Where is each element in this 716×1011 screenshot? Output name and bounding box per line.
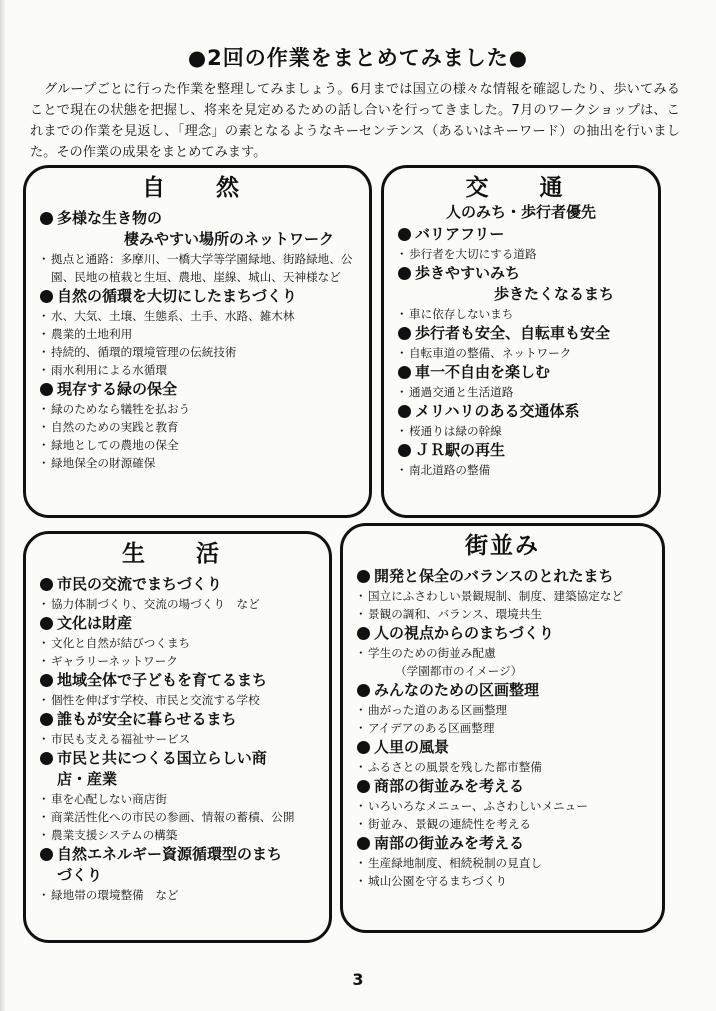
list-item: ・ 農業支援システムの構築 (40, 826, 321, 844)
bullet-icon (40, 212, 53, 225)
town-note: （学園都市のイメージ） (395, 664, 523, 678)
nature-panel (23, 165, 372, 518)
bullet-icon (398, 327, 411, 340)
list-item: ・ 景観の調和、バランス、環境共生 (357, 605, 654, 623)
traffic-heading-6: ＪＲ駅の再生 (398, 440, 650, 461)
list-item: ・ 市民も支える福祉サービス (40, 730, 321, 748)
list-item: ・ 街並み、景観の連続性を考える (357, 815, 654, 833)
nature-list-1 (40, 250, 361, 286)
list-item: ・ 商業活性化への市民の参画、情報の蓄積、公開 (40, 808, 321, 826)
life-list-4 (40, 730, 321, 748)
town-heading-1: 開発と保全のバランスのとれたまち (357, 566, 654, 587)
list-item: ・ 歩行者を大切にする道路 (398, 245, 650, 263)
list-item: ・ 文化と自然が結びつくまち (40, 634, 321, 652)
town-list-2 (357, 644, 654, 662)
bullet-icon (398, 267, 411, 280)
list-item: ・ 個性を伸ばす学校、市民と交流する学校 (40, 691, 321, 709)
life-list-3 (40, 691, 321, 709)
traffic-title: 交 通 (465, 175, 577, 201)
list-item: ・ 水、大気、土壌、生態系、土手、水路、雑木林 (40, 307, 361, 325)
life-heading-6-cont: づくり (57, 866, 103, 884)
bullet-icon (40, 713, 53, 726)
life-heading-4: 誰もが安全に暮らせるまち (40, 709, 321, 730)
list-item: ・ 持続的、循環的環境管理の伝統技術 (40, 343, 361, 361)
bullet-icon (357, 741, 370, 754)
bullet-icon (40, 752, 53, 765)
town-panel (340, 523, 665, 933)
list-item: ・ アイデアのある区画整理 (357, 719, 654, 737)
town-list-1 (357, 587, 654, 623)
traffic-list-6 (398, 461, 650, 479)
life-heading-6: 自然エネルギー資源循環型のまち (40, 844, 321, 865)
bullet-icon (357, 627, 370, 640)
bullet-icon (40, 290, 53, 303)
life-title: 生 活 (122, 541, 233, 567)
list-item: ・ 車を心配しない商店街 (40, 790, 321, 808)
life-heading-1: 市民の交流でまちづくり (40, 574, 321, 595)
list-item: ・ 国立にふさわしい景観規制、制度、建築協定など (357, 587, 654, 605)
list-item: ・ 学生のための街並み配慮 (357, 644, 654, 662)
page-title: ●2回の作業をまとめてみました● (187, 46, 529, 70)
town-heading-3: みんなのための区画整理 (357, 680, 654, 701)
life-list-1 (40, 595, 321, 613)
nature-list-3 (40, 400, 361, 472)
life-list-2 (40, 634, 321, 670)
traffic-heading-2-cont: 歩きたくなるまち (494, 285, 615, 303)
list-item: ・ 緑地保全の財源確保 (40, 454, 361, 472)
town-title: 街並み (465, 533, 540, 559)
traffic-subtitle: 人のみち・歩行者優先 (445, 203, 596, 221)
bullet-icon (357, 780, 370, 793)
town-list-4 (357, 758, 654, 776)
traffic-heading-3: 歩行者も安全、自転車も安全 (398, 323, 650, 344)
bullet-icon (357, 684, 370, 697)
life-heading-2: 文化は財産 (40, 613, 321, 634)
list-item: ・ 緑地としての農地の保全 (40, 436, 361, 454)
list-item: ・ 緑地帯の環境整備 など (40, 886, 321, 904)
life-list-6 (40, 886, 321, 904)
bullet-icon (398, 228, 411, 241)
list-item: ・ 曲がった道のある区画整理 (357, 701, 654, 719)
traffic-heading-5: メリハリのある交通体系 (398, 401, 650, 422)
traffic-heading-4: 車一不自由を楽しむ (398, 362, 650, 383)
list-item: ・ 自転車道の整備、ネットワーク (398, 344, 650, 362)
bullet-icon (40, 383, 53, 396)
list-item: ・ 桜通りは緑の幹線 (398, 422, 650, 440)
town-list-6 (357, 854, 654, 890)
traffic-list-1 (398, 245, 650, 263)
life-heading-5: 市民と共につくる国立らしい商 (40, 748, 321, 769)
scan-edge (0, 0, 6, 1011)
life-list-5 (40, 790, 321, 844)
traffic-heading-2: 歩きやすいみち (398, 263, 650, 284)
bullet-icon (357, 837, 370, 850)
list-item: ・ いろいろなメニュー、ふさわしいメニュー (357, 797, 654, 815)
town-list-5 (357, 797, 654, 833)
nature-heading-1: 多様な生き物の (40, 208, 361, 229)
list-item: ・ 南北道路の整備 (398, 461, 650, 479)
intro-paragraph: グループごとに行った作業を整理してみましょう。6月までは国立の様々な情報を確認したり、歩いてみることで現在の状態を把握し、将来を見定めるための話し合いを行ってきました。7月のワークショップは、これまでの作業を見返し、「理念」の素となるようなキーセンテンス（あるいはキーワード）の抽出を行いました。その作業の成果をまとめてみます。 (30, 82, 680, 160)
town-heading-4: 人里の風景 (357, 737, 654, 758)
bullet-icon (398, 444, 411, 457)
list-item: ・ 拠点と通路：多摩川、一橋大学等学園緑地、街路緑地、公園、民地の植栽と生垣、農地、崖線、城山、天神様など (40, 250, 361, 286)
traffic-list-3 (398, 344, 650, 362)
nature-list-2 (40, 307, 361, 379)
life-heading-5-cont: 店・産業 (57, 770, 118, 788)
traffic-list-4 (398, 383, 650, 401)
list-item: ・ 雨水利用による水循環 (40, 361, 361, 379)
bullet-icon (398, 405, 411, 418)
bullet-icon (357, 570, 370, 583)
bullet-icon (40, 617, 53, 630)
town-heading-2: 人の視点からのまちづくり (357, 623, 654, 644)
bullet-icon (40, 674, 53, 687)
list-item: ・ 車に依存しないまち (398, 305, 650, 323)
list-item: ・ 生産緑地制度、相続税制の見直し (357, 854, 654, 872)
traffic-panel (381, 165, 661, 518)
town-heading-5: 商部の街並みを考える (357, 776, 654, 797)
page-number: 3 (352, 970, 364, 989)
nature-heading-3: 現存する緑の保全 (40, 379, 361, 400)
list-item: ・ 協力体制づくり、交流の場づくり など (40, 595, 321, 613)
list-item: ・ 自然のための実践と教育 (40, 418, 361, 436)
bullet-icon (40, 578, 53, 591)
life-heading-3: 地域全体で子どもを育てるまち (40, 670, 321, 691)
nature-heading-2: 自然の循環を大切にしたまちづくり (40, 286, 361, 307)
bullet-icon (40, 848, 53, 861)
nature-title: 自 然 (142, 175, 253, 201)
list-item: ・ 農業的土地利用 (40, 325, 361, 343)
list-item: ・ 城山公園を守るまちづくり (357, 872, 654, 890)
town-heading-6: 南部の街並みを考える (357, 833, 654, 854)
list-item: ・ 通過交通と生活道路 (398, 383, 650, 401)
nature-heading-1-cont: 棲みやすい場所のネットワーク (124, 230, 335, 248)
list-item: ・ 緑のためなら犠牲を払おう (40, 400, 361, 418)
list-item: ・ ギャラリーネットワーク (40, 652, 321, 670)
town-list-3 (357, 701, 654, 737)
traffic-list-2 (398, 305, 650, 323)
traffic-heading-1: バリアフリー (398, 224, 650, 245)
bullet-icon (398, 366, 411, 379)
list-item: ・ ふるさとの風景を残した都市整備 (357, 758, 654, 776)
traffic-list-5 (398, 422, 650, 440)
life-panel (23, 531, 332, 943)
